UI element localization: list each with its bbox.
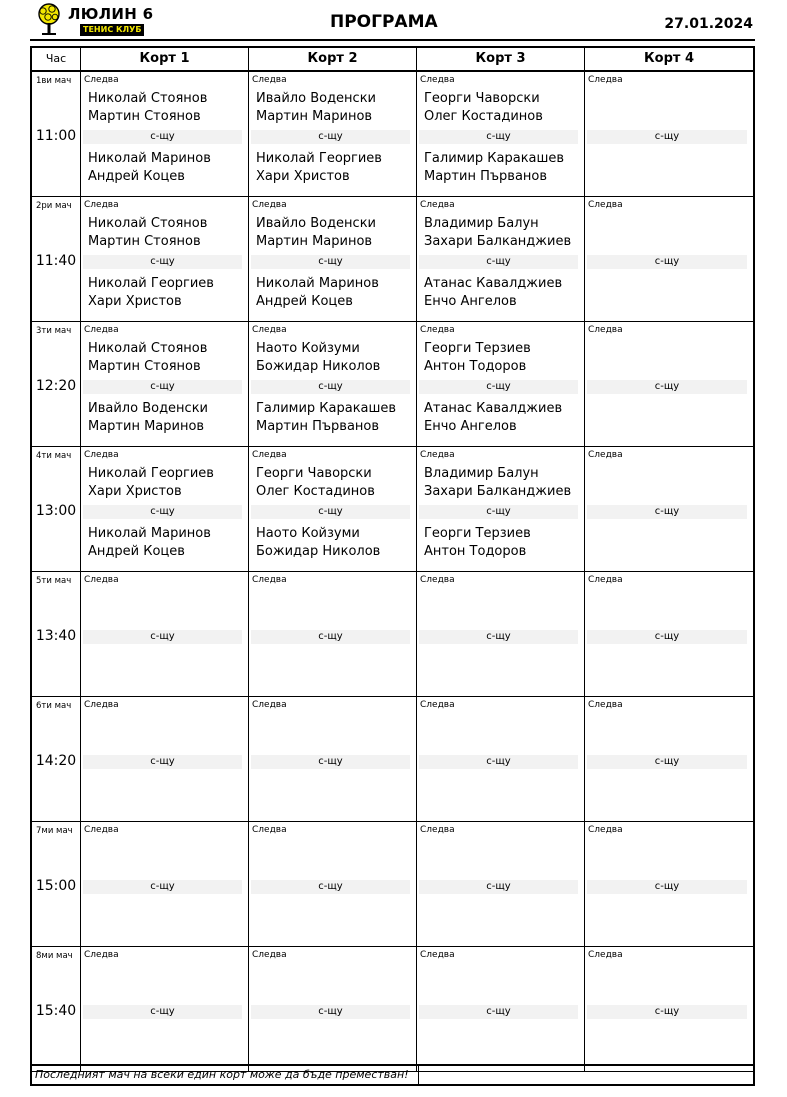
player-name: Владимир Балун [424, 216, 539, 231]
player-name: Атанас Кавалджиев [424, 276, 563, 291]
versus-divider: с-щу [251, 130, 410, 144]
next-label: Следва [252, 450, 287, 460]
match-number-label: 4ти мач [36, 451, 72, 461]
match-number-label: 1ви мач [36, 76, 72, 86]
column-header-time: Час [32, 48, 81, 70]
match-time: 15:40 [35, 1003, 77, 1019]
next-label: Следва [588, 450, 623, 460]
player-name: Захари Балканджиев [424, 484, 572, 499]
match-slot-row [32, 697, 753, 822]
versus-divider: с-щу [83, 880, 242, 894]
match-time: 12:20 [35, 378, 77, 394]
next-label: Следва [84, 450, 119, 460]
next-label: Следва [588, 950, 623, 960]
player-name: Антон Тодоров [424, 359, 527, 374]
court-3-cell [417, 822, 585, 946]
player-name: Хари Христов [88, 294, 182, 309]
player-name: Божидар Николов [256, 359, 381, 374]
versus-divider: с-щу [251, 255, 410, 269]
player-name: Ивайло Воденски [256, 91, 377, 106]
court-1-cell [81, 322, 249, 446]
court-2-cell [249, 947, 417, 1071]
court-4-cell [585, 72, 753, 196]
next-label: Следва [84, 200, 119, 210]
next-label: Следва [420, 950, 455, 960]
player-name: Енчо Ангелов [424, 419, 517, 434]
page-title: ПРОГРАМА [330, 12, 438, 32]
versus-divider: с-щу [419, 505, 578, 519]
court-3-cell [417, 72, 585, 196]
versus-divider: с-щу [83, 630, 242, 644]
column-header-court-1: Корт 1 [81, 48, 249, 70]
court-2-cell [249, 572, 417, 696]
next-label: Следва [252, 700, 287, 710]
versus-divider: с-щу [419, 880, 578, 894]
tennis-tree-logo-icon [34, 2, 64, 36]
match-slot-row [32, 947, 753, 1072]
time-cell [32, 822, 81, 946]
court-1-cell [81, 197, 249, 321]
player-name: Николай Стоянов [88, 216, 208, 231]
next-label: Следва [84, 700, 119, 710]
next-label: Следва [252, 75, 287, 85]
schedule-table [30, 46, 755, 1086]
court-1-cell [81, 572, 249, 696]
court-3-cell [417, 947, 585, 1071]
match-number-label: 2ри мач [36, 201, 72, 211]
player-name: Галимир Каракашев [256, 401, 397, 416]
versus-divider: с-щу [251, 755, 410, 769]
next-label: Следва [84, 825, 119, 835]
versus-divider: с-щу [251, 630, 410, 644]
player-name: Наото Койзуми [256, 526, 360, 541]
next-label: Следва [84, 75, 119, 85]
player-name: Георги Терзиев [424, 526, 531, 541]
player-name: Николай Маринов [256, 276, 379, 291]
match-time: 11:00 [35, 128, 77, 144]
player-name: Мартин Първанов [256, 419, 380, 434]
versus-divider: с-щу [251, 1005, 410, 1019]
next-label: Следва [420, 75, 455, 85]
versus-divider: с-щу [419, 130, 578, 144]
versus-divider: с-щу [419, 255, 578, 269]
player-name: Ивайло Воденски [256, 216, 377, 231]
next-label: Следва [420, 575, 455, 585]
court-1-cell [81, 72, 249, 196]
player-name: Наото Койзуми [256, 341, 360, 356]
versus-divider: с-щу [251, 505, 410, 519]
player-name: Мартин Стоянов [88, 359, 201, 374]
schedule-date: 27.01.2024 [664, 16, 753, 32]
versus-divider: с-щу [587, 130, 747, 144]
next-label: Следва [588, 575, 623, 585]
player-name: Георги Терзиев [424, 341, 531, 356]
versus-divider: с-щу [587, 505, 747, 519]
match-number-label: 5ти мач [36, 576, 72, 586]
player-name: Олег Костадинов [424, 109, 543, 124]
time-cell [32, 697, 81, 821]
player-name: Мартин Първанов [424, 169, 548, 184]
court-4-cell [585, 572, 753, 696]
versus-divider: с-щу [587, 380, 747, 394]
player-name: Георги Чаворски [424, 91, 540, 106]
next-label: Следва [420, 700, 455, 710]
player-name: Хари Христов [256, 169, 350, 184]
match-slot-row [32, 447, 753, 572]
player-name: Николай Георгиев [256, 151, 382, 166]
time-cell [32, 72, 81, 196]
next-label: Следва [588, 325, 623, 335]
player-name: Андрей Коцев [256, 294, 353, 309]
footer-note-row [32, 1064, 753, 1084]
versus-divider: с-щу [419, 630, 578, 644]
court-3-cell [417, 572, 585, 696]
header-divider [30, 39, 755, 41]
match-slot-row [32, 72, 753, 197]
player-name: Мартин Маринов [88, 419, 205, 434]
player-name: Хари Христов [88, 484, 182, 499]
versus-divider: с-щу [251, 880, 410, 894]
match-number-label: 8ми мач [36, 951, 73, 961]
versus-divider: с-щу [587, 1005, 747, 1019]
player-name: Атанас Кавалджиев [424, 401, 563, 416]
match-number-label: 3ти мач [36, 326, 72, 336]
player-name: Захари Балканджиев [424, 234, 572, 249]
time-cell [32, 572, 81, 696]
next-label: Следва [252, 575, 287, 585]
match-time: 11:40 [35, 253, 77, 269]
match-number-label: 6ти мач [36, 701, 72, 711]
versus-divider: с-щу [83, 130, 242, 144]
versus-divider: с-щу [587, 755, 747, 769]
player-name: Енчо Ангелов [424, 294, 517, 309]
next-label: Следва [420, 825, 455, 835]
court-4-cell [585, 947, 753, 1071]
footer-divider [418, 1066, 419, 1084]
time-cell [32, 447, 81, 571]
player-name: Николай Стоянов [88, 91, 208, 106]
court-4-cell [585, 447, 753, 571]
court-4-cell [585, 822, 753, 946]
player-name: Николай Маринов [88, 151, 211, 166]
next-label: Следва [252, 200, 287, 210]
court-2-cell [249, 197, 417, 321]
next-label: Следва [84, 325, 119, 335]
time-cell [32, 197, 81, 321]
match-time: 13:40 [35, 628, 77, 644]
court-4-cell [585, 322, 753, 446]
player-name: Мартин Маринов [256, 109, 373, 124]
next-label: Следва [420, 325, 455, 335]
versus-divider: с-щу [83, 1005, 242, 1019]
player-name: Андрей Коцев [88, 169, 185, 184]
court-3-cell [417, 697, 585, 821]
court-2-cell [249, 322, 417, 446]
next-label: Следва [588, 700, 623, 710]
next-label: Следва [588, 75, 623, 85]
player-name: Владимир Балун [424, 466, 539, 481]
time-cell [32, 322, 81, 446]
versus-divider: с-щу [587, 880, 747, 894]
court-2-cell [249, 447, 417, 571]
next-label: Следва [84, 950, 119, 960]
time-cell [32, 947, 81, 1071]
next-label: Следва [252, 325, 287, 335]
court-1-cell [81, 447, 249, 571]
court-4-cell [585, 197, 753, 321]
match-slot-row [32, 572, 753, 697]
court-1-cell [81, 947, 249, 1071]
club-subtitle: ТЕНИС КЛУБ [80, 24, 144, 36]
match-slot-row [32, 822, 753, 947]
page-header [30, 0, 755, 42]
next-label: Следва [420, 200, 455, 210]
court-3-cell [417, 197, 585, 321]
versus-divider: с-щу [83, 505, 242, 519]
match-time: 13:00 [35, 503, 77, 519]
court-3-cell [417, 322, 585, 446]
versus-divider: с-щу [83, 255, 242, 269]
player-name: Мартин Стоянов [88, 109, 201, 124]
table-header-row [32, 48, 753, 72]
player-name: Мартин Стоянов [88, 234, 201, 249]
versus-divider: с-щу [251, 380, 410, 394]
court-2-cell [249, 822, 417, 946]
court-1-cell [81, 697, 249, 821]
versus-divider: с-щу [419, 1005, 578, 1019]
player-name: Галимир Каракашев [424, 151, 565, 166]
match-time: 14:20 [35, 753, 77, 769]
player-name: Николай Стоянов [88, 341, 208, 356]
versus-divider: с-щу [587, 255, 747, 269]
court-1-cell [81, 822, 249, 946]
match-slot-row [32, 322, 753, 447]
versus-divider: с-щу [83, 755, 242, 769]
court-4-cell [585, 697, 753, 821]
versus-divider: с-щу [419, 755, 578, 769]
player-name: Николай Георгиев [88, 466, 214, 481]
player-name: Андрей Коцев [88, 544, 185, 559]
next-label: Следва [252, 950, 287, 960]
club-name: ЛЮЛИН 6 [68, 5, 154, 23]
match-time: 15:00 [35, 878, 77, 894]
versus-divider: с-щу [587, 630, 747, 644]
court-3-cell [417, 447, 585, 571]
player-name: Божидар Николов [256, 544, 381, 559]
player-name: Олег Костадинов [256, 484, 375, 499]
versus-divider: с-щу [419, 380, 578, 394]
next-label: Следва [588, 825, 623, 835]
player-name: Ивайло Воденски [88, 401, 209, 416]
next-label: Следва [84, 575, 119, 585]
footer-note: Последният мач на всеки един корт може да бъде преместван! [35, 1068, 409, 1081]
match-number-label: 7ми мач [36, 826, 73, 836]
player-name: Антон Тодоров [424, 544, 527, 559]
court-2-cell [249, 72, 417, 196]
player-name: Николай Георгиев [88, 276, 214, 291]
player-name: Георги Чаворски [256, 466, 372, 481]
next-label: Следва [420, 450, 455, 460]
match-slot-row [32, 197, 753, 322]
court-2-cell [249, 697, 417, 821]
column-header-court-2: Корт 2 [249, 48, 417, 70]
next-label: Следва [588, 200, 623, 210]
player-name: Мартин Маринов [256, 234, 373, 249]
player-name: Николай Маринов [88, 526, 211, 541]
column-header-court-4: Корт 4 [644, 51, 694, 66]
next-label: Следва [252, 825, 287, 835]
versus-divider: с-щу [83, 380, 242, 394]
column-header-court-3: Корт 3 [417, 48, 585, 70]
